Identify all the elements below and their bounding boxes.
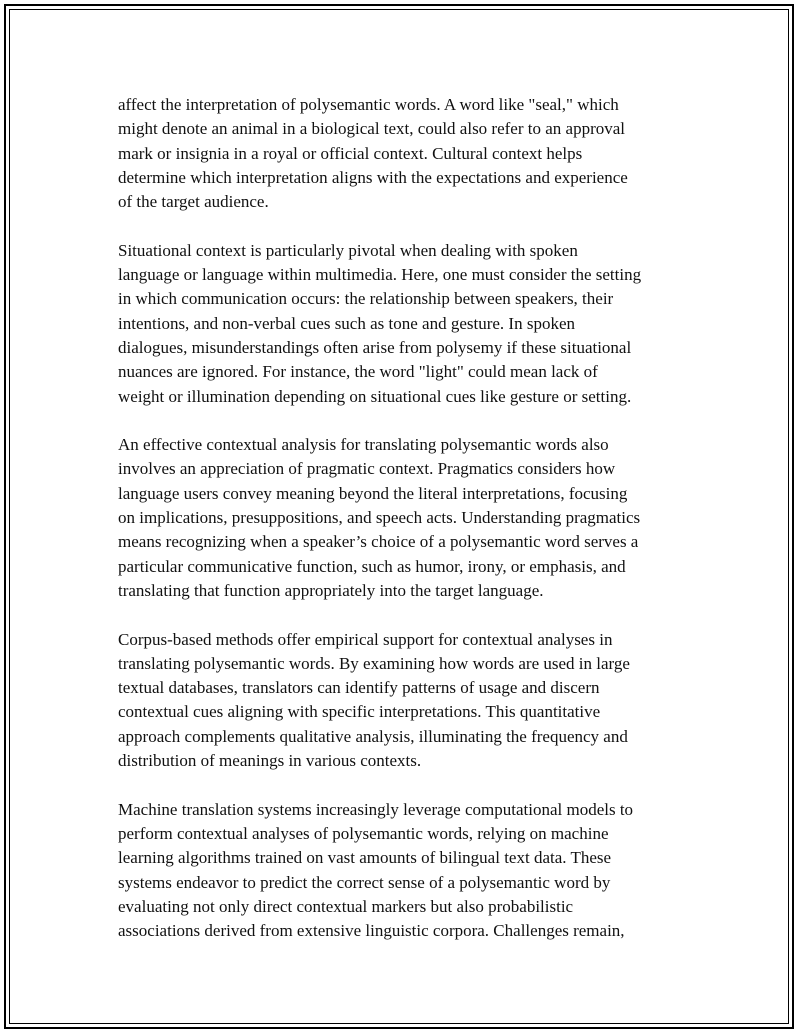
text-line: Corpus-based methods offer empirical support for contextual analyses in bbox=[118, 629, 613, 649]
text-line: affect the interpretation of polysemantic words. A word like "seal," which bbox=[118, 95, 619, 114]
document-body bbox=[118, 93, 698, 968]
paragraph bbox=[118, 93, 698, 214]
paragraph bbox=[118, 628, 698, 774]
text-line: means recognizing when a speaker’s choice of a polysemantic word serves a bbox=[118, 532, 639, 552]
text-line: associations derived from extensive linguistic corpora. Challenges remain, bbox=[118, 921, 625, 941]
text-line: textual databases, translators can identify patterns of usage and discern bbox=[118, 678, 600, 698]
paragraph bbox=[118, 239, 698, 409]
text-line: of the target audience. bbox=[118, 192, 269, 212]
text-line: language users convey meaning beyond the literal interpretations, focusing bbox=[118, 483, 628, 503]
text-line: distribution of meanings in various contexts. bbox=[118, 751, 422, 771]
text-line: weight or illumination depending on situational cues like gesture or setting. bbox=[118, 386, 632, 406]
text-line: nuances are ignored. For instance, the word "light" could mean lack of bbox=[118, 362, 598, 382]
text-line: learning algorithms trained on vast amounts of bilingual text data. These bbox=[118, 848, 612, 868]
text-line: perform contextual analyses of polysemantic words, relying on machine bbox=[118, 823, 609, 843]
text-line: translating polysemantic words. By examining how words are used in large bbox=[118, 653, 630, 673]
text-line: determine which interpretation aligns with the expectations and experience bbox=[118, 167, 628, 187]
text-line: contextual cues aligning with specific interpretations. This quantitative bbox=[118, 702, 601, 722]
paragraph bbox=[118, 433, 698, 603]
text-line: in which communication occurs: the relationship between speakers, their bbox=[118, 289, 614, 309]
text-line: involves an appreciation of pragmatic context. Pragmatics considers how bbox=[118, 459, 616, 479]
paragraph bbox=[118, 798, 698, 944]
text-line: intentions, and non-verbal cues such as tone and gesture. In spoken bbox=[118, 313, 575, 333]
text-line: An effective contextual analysis for translating polysemantic words also bbox=[118, 435, 609, 455]
text-line: might denote an animal in a biological text, could also refer to an approval bbox=[118, 119, 626, 139]
text-line: evaluating not only direct contextual markers but also probabilistic bbox=[118, 896, 574, 916]
text-line: language or language within multimedia. Here, one must consider the setting bbox=[118, 265, 642, 285]
text-line: Machine translation systems increasingly leverage computational models to bbox=[118, 799, 634, 819]
text-line: mark or insignia in a royal or official context. Cultural context helps bbox=[118, 143, 583, 163]
text-line: systems endeavor to predict the correct sense of a polysemantic word by bbox=[118, 872, 611, 892]
text-line: on implications, presuppositions, and speech acts. Understanding pragmatics bbox=[118, 508, 641, 528]
text-line: dialogues, misunderstandings often arise from polysemy if these situational bbox=[118, 337, 632, 357]
text-line: Situational context is particularly pivotal when dealing with spoken bbox=[118, 240, 578, 260]
text-line: particular communicative function, such as humor, irony, or emphasis, and bbox=[118, 556, 626, 576]
text-line: translating that function appropriately into the target language. bbox=[118, 580, 544, 600]
text-line: approach complements qualitative analysis, illuminating the frequency and bbox=[118, 726, 628, 746]
